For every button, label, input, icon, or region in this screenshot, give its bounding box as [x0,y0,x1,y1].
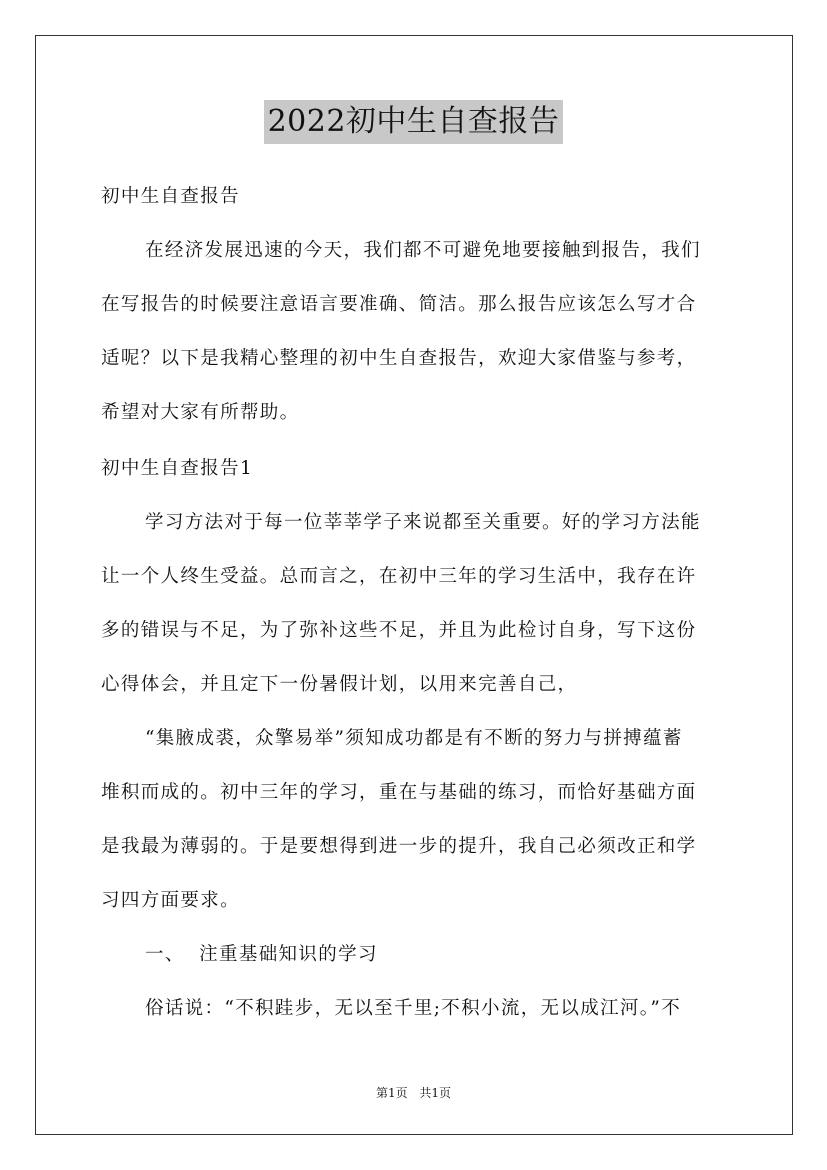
list-heading: 一、 注重基础知识的学习 [145,944,378,965]
page-total: 共1页 [419,1086,452,1100]
paragraph-line: 俗话说：“不积跬步，无以至千里;不积小流，无以成江河。”不 [145,998,682,1019]
paragraph-line: 心得体会，并且定下一份暑假计划，以用来完善自己， [101,674,578,695]
document-title: 2022初中生自查报告 [264,100,564,144]
paragraph-line: “集腋成裘，众擎易举”须知成功都是有不断的努力与拼搏蕴蓄 [145,728,683,749]
page-number: 第1页 [375,1086,408,1100]
paragraph-line: 堆积而成的。初中三年的学习，重在与基础的练习，而恰好基础方面 [101,782,697,803]
paragraph-line: 让一个人终生受益。总而言之，在初中三年的学习生活中，我存在许 [101,566,697,587]
section-heading: 初中生自查报告 [101,186,240,207]
paragraph-line: 在写报告的时候要注意语言要准确、简洁。那么报告应该怎么写才合 [101,294,697,315]
paragraph-line: 学习方法对于每一位莘莘学子来说都至关重要。好的学习方法能 [145,512,701,533]
paragraph-line: 习四方面要求。 [101,890,240,911]
paragraph-line: 希望对大家有所帮助。 [101,402,300,423]
title-container [0,100,827,144]
paragraph-line: 适呢？以下是我精心整理的初中生自查报告，欢迎大家借鉴与参考， [101,348,697,369]
paragraph-line: 是我最为薄弱的。于是要想得到进一步的提升，我自己必须改正和学 [101,836,697,857]
paragraph-line: 在经济发展迅速的今天，我们都不可避免地要接触到报告，我们 [145,240,701,261]
page-footer [0,1084,827,1101]
section-heading: 初中生自查报告1 [101,458,254,479]
paragraph-line: 多的错误与不足，为了弥补这些不足，并且为此检讨自身，写下这份 [101,620,697,641]
